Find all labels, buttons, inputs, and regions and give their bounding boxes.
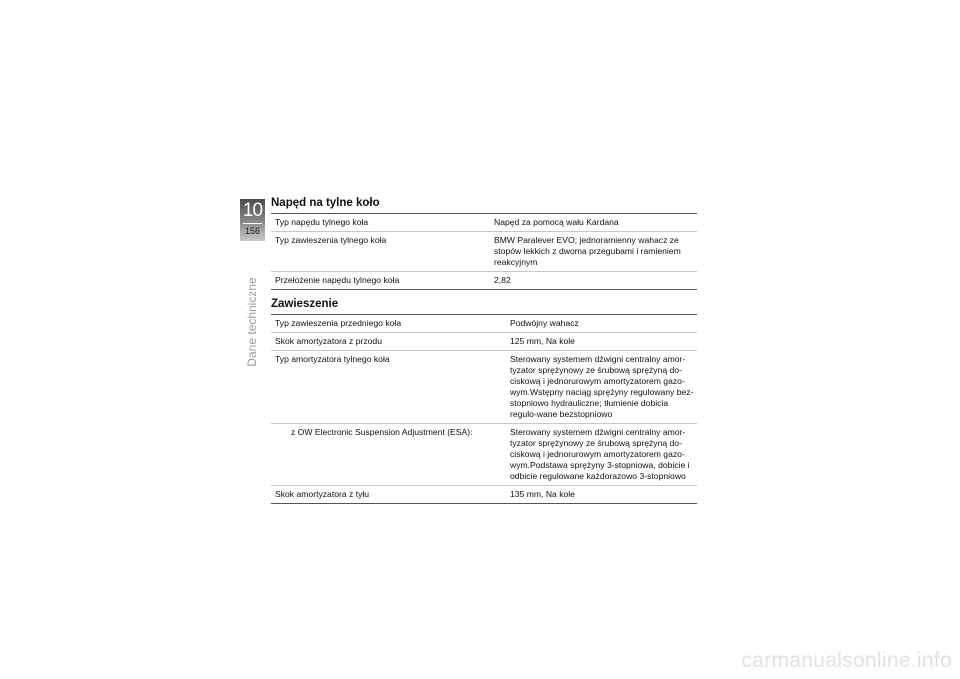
- spec-label: Typ napędu tylnego koła: [271, 214, 490, 232]
- table-row: [271, 424, 697, 486]
- table-row: [271, 351, 697, 424]
- section-title-suspension: Zawieszenie: [271, 298, 339, 310]
- spec-value: 135 mm, Na kole: [506, 486, 697, 504]
- spec-table-suspension: [271, 314, 697, 504]
- table-row: [271, 333, 697, 351]
- chapter-tab: [240, 199, 265, 241]
- watermark: carmanualsonline.info: [741, 649, 952, 672]
- chapter-number: 10: [242, 200, 263, 221]
- spec-label: Typ zawieszenia tylnego koła: [271, 232, 490, 272]
- table-row: [271, 315, 697, 333]
- spec-value: Sterowany systemem dźwigni centralny amor-tyzator sprężynowy ze śrubową sprężyną do-ciskową i jednorurowym amortyzatorem gazo-wym.Wstępny naciąg sprężyny regulowany bez-stopniowo hydrauliczne; tłumienie dobicia regulo-wane bezstopniowo: [506, 351, 697, 424]
- page-number: 156: [244, 226, 261, 236]
- section-title-rear-drive: Napęd na tylne koło: [271, 197, 380, 209]
- spec-value: Podwójny wahacz: [506, 315, 697, 333]
- table-row: [271, 486, 697, 504]
- spec-value: 125 mm, Na kole: [506, 333, 697, 351]
- spec-value: BMW Paralever EVO; jednoramienny wahacz ze stopów lekkich z dwoma przegubami i ramieniem reakcyjnym: [490, 232, 697, 272]
- chapter-side-label-text: Dane techniczne: [245, 277, 259, 367]
- spec-value: 2,82: [490, 272, 697, 290]
- spec-label: Typ zawieszenia przedniego koła: [271, 315, 506, 333]
- spec-label: Skok amortyzatora z przodu: [271, 333, 506, 351]
- spec-label: Typ amortyzatora tylnego koła: [271, 351, 506, 424]
- spec-label-indented: z OW Electronic Suspension Adjustment (ESA):: [271, 424, 506, 486]
- spec-value: Sterowany systemem dźwigni centralny amor-tyzator sprężynowy ze śrubową sprężyną do-ciskową i jednorurowym amortyzatorem gazo-wym.Podstawa sprężyny 3-stopniowa, dobicie i odbicie regulowane każdorazowo 3-stopniowo: [506, 424, 697, 486]
- spec-value: Napęd za pomocą wału Kardana: [490, 214, 697, 232]
- chapter-side-label: [240, 272, 265, 372]
- table-row: [271, 272, 697, 290]
- spec-table-rear-drive: [271, 213, 697, 290]
- spec-label: Skok amortyzatora z tyłu: [271, 486, 506, 504]
- spec-label: Przełożenie napędu tylnego koła: [271, 272, 490, 290]
- tab-divider: [243, 223, 262, 224]
- table-row: [271, 214, 697, 232]
- table-row: [271, 232, 697, 272]
- page-content: [271, 196, 697, 504]
